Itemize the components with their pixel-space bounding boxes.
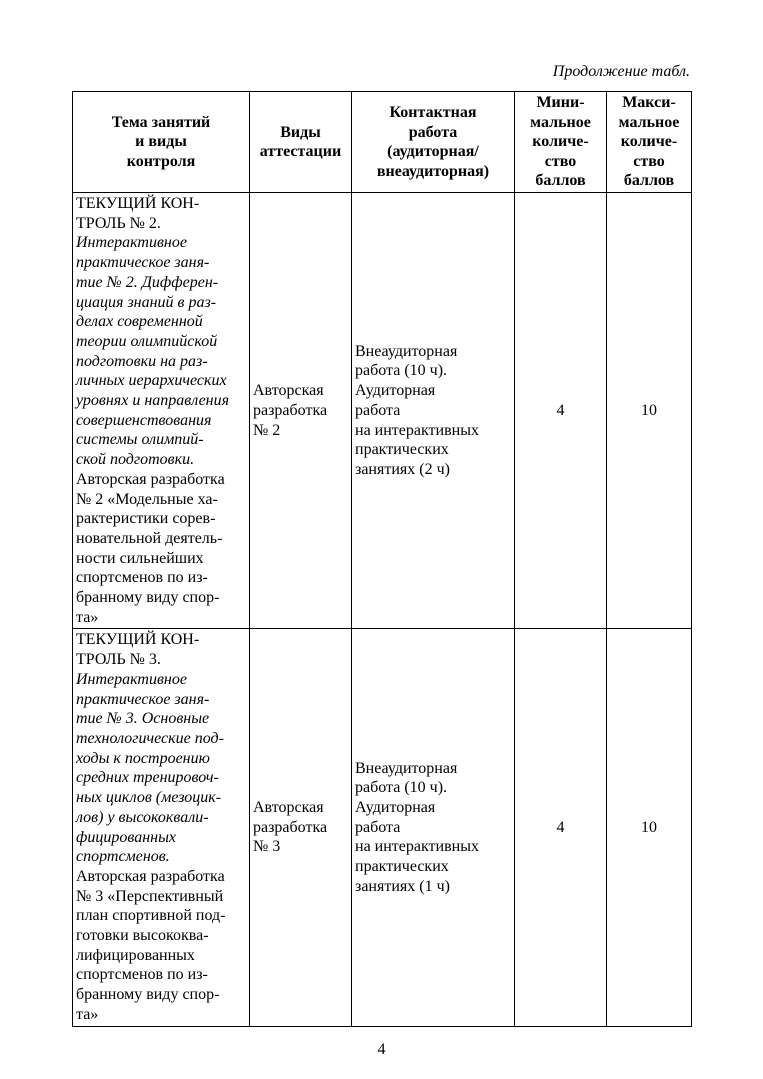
text-line: и виды [135, 133, 187, 151]
text-line: баллов [535, 172, 586, 190]
text-line: Авторская [253, 798, 324, 816]
text-line: практических [355, 858, 449, 876]
text-line: подготовки на раз- [76, 352, 208, 370]
text-line: занятиях (1 ч) [355, 877, 450, 895]
text-line: разработка [253, 401, 328, 419]
text-line: ство [633, 152, 665, 170]
text-line: ство [544, 152, 577, 170]
text-line: разработка [253, 818, 328, 836]
text-line: Виды [280, 123, 321, 141]
text-line: аттестации [259, 143, 342, 160]
header-attestation [250, 92, 352, 193]
text-line: Аудиторная [355, 798, 436, 816]
text-line: Внеаудиторная [355, 759, 458, 777]
text-line: баллов [623, 172, 675, 190]
text-line: работа [355, 818, 401, 836]
text-line: контроля [126, 152, 196, 170]
attestation-cell [250, 193, 352, 629]
table-continuation-caption: Продолжение табл. [552, 63, 690, 80]
topic-tail-text [76, 470, 246, 628]
text-line: № 3 [253, 838, 281, 856]
text-line: (аудиторная/ [387, 143, 479, 160]
text-line: та» [76, 608, 99, 626]
text-line: Авторская разработка [76, 867, 225, 885]
text-line: количе- [532, 133, 589, 151]
text-line: Тема занятий [111, 113, 211, 131]
text-line: на интерактивных [355, 421, 479, 439]
text-line: рактеристики сорев- [76, 510, 216, 528]
text-line: № 3 «Перспективный [76, 887, 224, 905]
text-line: практических [355, 441, 449, 459]
text-line: системы олимпий- [76, 431, 204, 449]
text-line: № 2 «Модельные ха- [76, 490, 218, 508]
text-line: внеаудиторная) [376, 162, 490, 180]
max-points-cell: 10 [607, 629, 692, 1026]
text-line: Контактная [389, 104, 477, 121]
text-line: спортсменов по из- [76, 569, 208, 587]
text-line: та» [76, 1005, 99, 1023]
header-contact-work [352, 92, 515, 193]
table-header-row [73, 92, 692, 193]
text-line: работа (10 ч). [355, 362, 448, 380]
text-line: средних тренировоч- [76, 769, 219, 787]
topic-heading [76, 194, 246, 233]
text-line: работа [408, 123, 458, 141]
table-row [73, 629, 692, 1026]
text-line: Авторская разработка [76, 470, 225, 488]
text-line: Макси- [622, 94, 676, 112]
attestation-cell [250, 629, 352, 1026]
max-points-cell: 10 [607, 193, 692, 629]
text-line: ТЕКУЩИЙ КОН- [76, 631, 200, 649]
topic-cell [73, 193, 250, 629]
text-line: новательной деятель- [76, 529, 223, 547]
text-line: Авторская [253, 382, 324, 400]
text-line: Интерактивное [76, 234, 187, 252]
text-line: мальное [530, 113, 591, 131]
text-line: лов) у высококвали- [76, 808, 209, 826]
text-line: бранному виду спор- [76, 589, 220, 607]
text-line: циация знаний в раз- [76, 293, 217, 311]
text-line: Мини- [536, 94, 585, 112]
text-line: лифицированных [76, 946, 195, 964]
text-line: работа [355, 401, 401, 419]
text-line: план спортивной под- [76, 907, 226, 925]
text-line: делах современной [76, 313, 203, 331]
text-line: № 2 [253, 421, 281, 439]
text-line: ТРОЛЬ № 2. [76, 214, 161, 232]
min-points-cell: 4 [515, 193, 607, 629]
text-line: Внеаудиторная [355, 342, 458, 360]
text-line: ТЕКУЩИЙ КОН- [76, 195, 200, 212]
text-line: личных иерархических [76, 372, 227, 390]
text-line: готовки высококва- [76, 927, 209, 945]
header-max-points [607, 92, 692, 193]
text-line: совершенствования [76, 411, 212, 429]
assessment-table [72, 91, 692, 1027]
text-line: мальное [618, 113, 680, 131]
text-line: ской подготовки. [76, 451, 195, 469]
header-min-points [515, 92, 607, 193]
text-line: бранному виду спор- [76, 986, 220, 1004]
topic-tail-text [76, 867, 246, 1025]
text-line: Аудиторная [355, 382, 436, 400]
text-line: ходы к построению [76, 749, 210, 767]
header-topic [73, 92, 250, 193]
text-line: теории олимпийской [76, 332, 218, 350]
text-line: спортсменов. [76, 848, 170, 866]
text-line: тие № 3. Основные [76, 710, 210, 728]
text-line: занятиях (2 ч) [355, 460, 450, 478]
page-number: 4 [377, 1041, 386, 1058]
text-line: Интерактивное [76, 670, 187, 688]
text-line: ных циклов (мезоцик- [76, 789, 222, 807]
contact-work-cell [352, 193, 515, 629]
min-points-cell: 4 [515, 629, 607, 1026]
topic-heading [76, 630, 246, 669]
topic-italic-text [76, 233, 246, 469]
text-line: фицированных [76, 828, 177, 846]
text-line: технологические под- [76, 729, 224, 747]
text-line: ности сильнейших [76, 549, 204, 567]
text-line: ТРОЛЬ № 3. [76, 651, 161, 669]
topic-cell [73, 629, 250, 1026]
text-line: спортсменов по из- [76, 966, 208, 984]
text-line: уровнях и направления [76, 392, 230, 410]
text-line: практическое заня- [76, 690, 210, 708]
topic-italic-text [76, 670, 246, 867]
text-line: количе- [620, 133, 678, 151]
contact-work-cell [352, 629, 515, 1026]
table-row [73, 193, 692, 629]
text-line: работа (10 ч). [355, 779, 448, 797]
text-line: на интерактивных [355, 838, 479, 856]
text-line: тие № 2. Дифферен- [76, 273, 219, 291]
text-line: практическое заня- [76, 254, 210, 272]
